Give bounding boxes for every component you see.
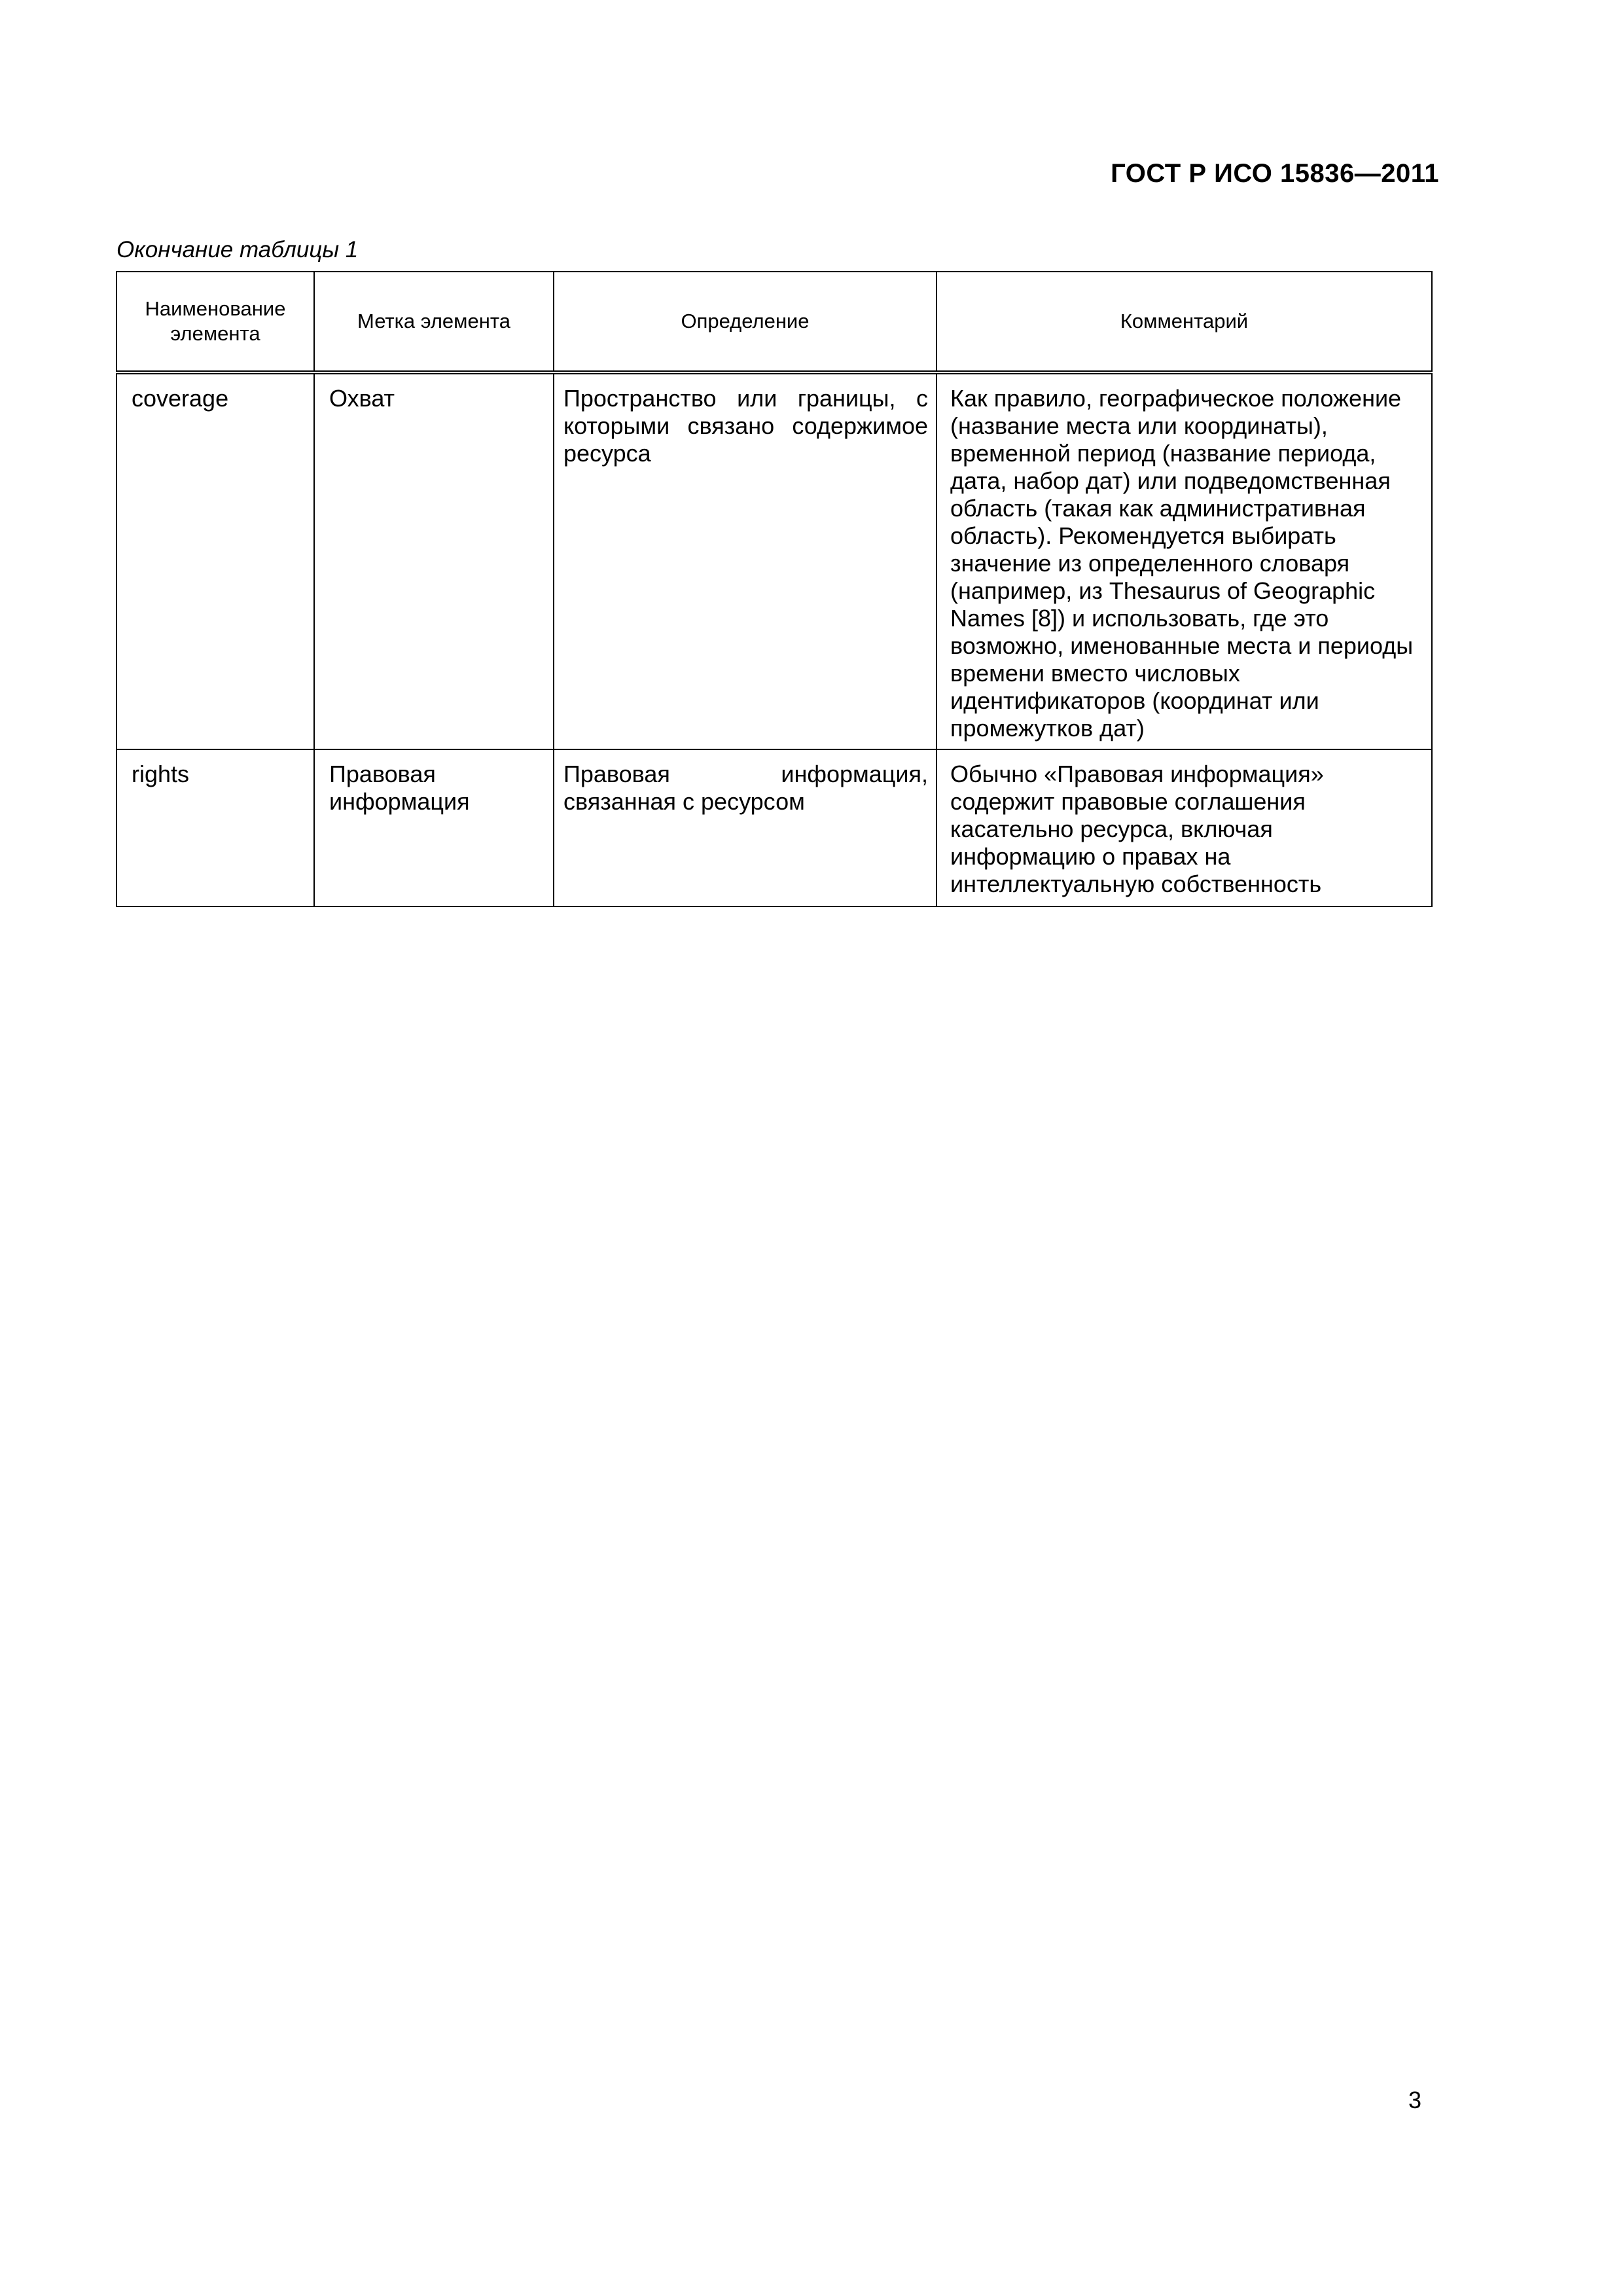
- cell-comment: Как правило, географическое положение (название места или координаты), временной период (название периода, дата, набор дат) или подведомственная область (такая как административная область). Рекомендуется выбирать значение из определенного словаря (например, из Thesaurus of Geographic Names [8]) и использовать, где это возможно, именованные места и периоды времени вместо числовых идентификаторов (координат или промежутков дат): [936, 372, 1432, 749]
- cell-element-name: rights: [116, 749, 314, 906]
- table-header-row: [116, 272, 1432, 372]
- table-row: [116, 372, 1432, 749]
- header-comment: Комментарий: [936, 272, 1432, 372]
- page-number: 3: [1408, 2087, 1422, 2113]
- table-row: [116, 749, 1432, 906]
- header-element-label: Метка элемента: [314, 272, 554, 372]
- metadata-elements-table: [116, 271, 1433, 907]
- table-caption: Окончание таблицы 1: [116, 237, 359, 262]
- cell-element-label: Правовая информация: [314, 749, 554, 906]
- cell-comment: Обычно «Правовая информация» содержит правовые соглашения касательно ресурса, включая информацию о правах на интеллектуальную собственность: [936, 749, 1432, 906]
- cell-definition: Правовая информация, связанная с ресурсом: [554, 749, 936, 906]
- cell-definition: Пространство или границы, с которыми связано содержимое ресурса: [554, 372, 936, 749]
- header-definition: Определение: [554, 272, 936, 372]
- standard-code: ГОСТ Р ИСО 15836—2011: [1111, 159, 1439, 188]
- cell-element-label: Охват: [314, 372, 554, 749]
- header-element-name: Наименование элемента: [116, 272, 314, 372]
- cell-element-name: coverage: [116, 372, 314, 749]
